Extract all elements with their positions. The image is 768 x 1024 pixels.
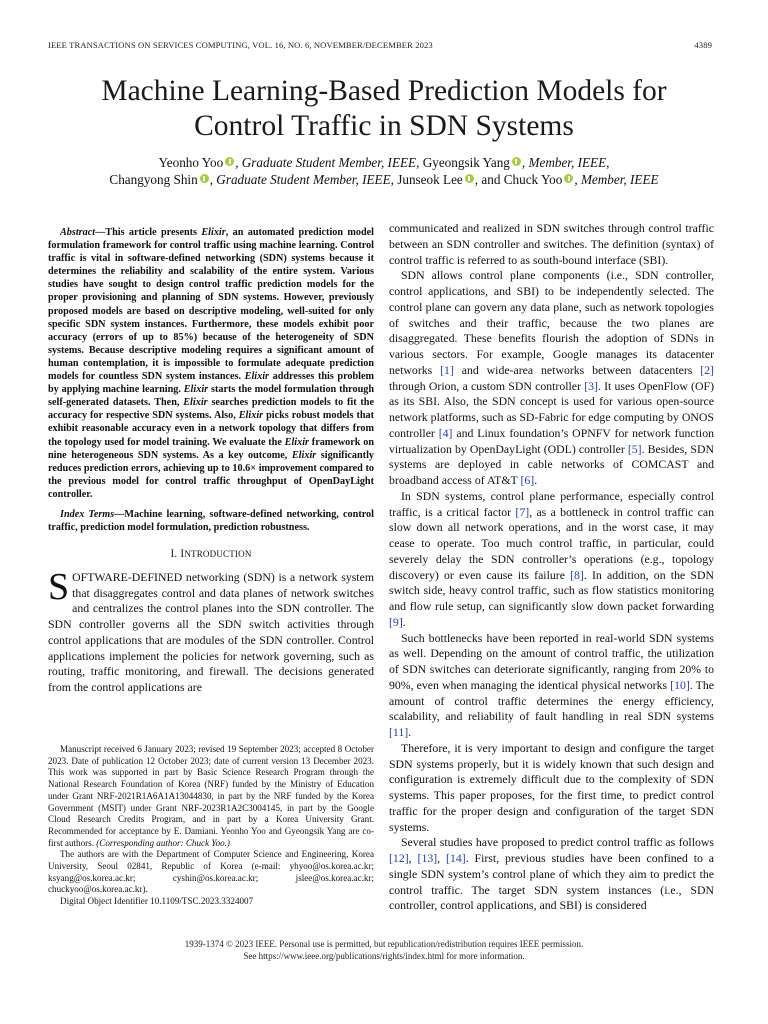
orcid-icon[interactable] <box>225 157 234 166</box>
orcid-icon[interactable] <box>512 157 521 166</box>
body-paragraph: In SDN systems, control plane performance, especially control traffic, is a critical factor [7], as a bottleneck in control traffic can slow down all network operations, and in the worst case, it may cease to operate. Too much control traffic, in particular, could severely delay the SDN controller’s operations (e.g., topology discovery) or even cause its failure [8]. In addition, on the SDN switch side, heavy control traffic, such as flow statistics monitoring and flow rule setup, can significantly slow down packet forwarding [9]. <box>389 488 715 629</box>
section-heading-introduction: I. INTRODUCTION <box>170 548 252 561</box>
orcid-icon[interactable] <box>465 174 474 183</box>
author-name: , and Chuck Yoo <box>474 172 563 187</box>
drop-cap: S <box>48 565 70 608</box>
right-column <box>389 221 714 914</box>
citation-link[interactable]: [6] <box>520 473 535 487</box>
citation-link[interactable]: [13] <box>417 851 438 865</box>
elixir-name: Elixir <box>291 449 317 461</box>
citation-link[interactable]: [4] <box>438 425 453 440</box>
author-affiliation: , Member, IEEE <box>574 172 659 187</box>
intro-paragraph: SOFTWARE-DEFINED networking (SDN) is a network system that disaggregates control and data planes of network switches and centralizes the control planes into the SDN controller. The SDN controller governs all the SDN switch activities through control applications that are modules of the SDN controller. Control applications implement the policies for network governing, such as routing, traffic monitoring, and firewall. The decisions generated from the control applications are <box>48 565 374 695</box>
citation-link[interactable]: [14] <box>446 851 466 865</box>
author-name: Changyong Shin <box>109 172 198 187</box>
body-paragraph: Several studies have proposed to predict control traffic as follows [12], [13], [14]. First, previous studies have been confined to a single SDN system’s control plane of which they aim to predict the control traffic. The target SDN system instances (i.e., SDN controller, control applications, and SBI) is considered <box>389 835 715 913</box>
body-paragraph: Such bottlenecks have been reported in real-world SDN systems as well. Depending on the amount of control traffic, the utilization of SDN switches can deteriorate significantly, ranging from 20% to 90%, even when managing the identical physical networks [10]. The amount of control traffic determines the energy efficiency, scalability, and reliability of fault handling in real SDN systems [11]. <box>389 630 714 739</box>
citation-link[interactable]: [11] <box>389 725 409 739</box>
page-number: 4389 <box>694 40 712 50</box>
author-name: , Junseok Lee <box>390 172 463 187</box>
author-name: Yeonho Yoo <box>158 155 224 170</box>
author-name: , Gyeongsik Yang <box>416 155 510 170</box>
citation-link[interactable]: [12] <box>389 851 409 865</box>
index-terms-label: Index Terms <box>60 508 115 520</box>
title-line-1: Machine Learning-Based Prediction Models for <box>101 75 667 107</box>
author-affiliation: , Member, IEEE <box>521 155 607 170</box>
author-line-2 <box>40 171 728 188</box>
citation-link[interactable]: [9] <box>389 614 403 629</box>
elixir-name: Elixir <box>238 410 264 422</box>
author-affiliation: , Graduate Student Member, IEEE <box>235 155 417 170</box>
body-paragraph: communicated and realized in SDN switches through control traffic between an SDN controller and switches. The definition (syntax) of control traffic is referred to as south-bound interface (SBI). <box>389 221 714 267</box>
rights-url-line[interactable]: See https://www.ieee.org/publications/rights/index.html for more information. <box>243 951 525 961</box>
copyright-footer <box>48 938 720 962</box>
doi-note: Digital Object Identifier 10.1109/TSC.2023.3324007 <box>60 896 254 907</box>
paper-title <box>40 74 728 144</box>
citation-link[interactable]: [8] <box>570 567 584 582</box>
orcid-icon[interactable] <box>200 174 209 183</box>
elixir-name: Elixir <box>244 371 270 383</box>
citation-link[interactable]: [10] <box>670 677 690 692</box>
elixir-name: Elixir <box>201 227 226 238</box>
index-terms: Index Terms—Machine learning, software-defined networking, control traffic, prediction model formulation, prediction robustness. <box>48 508 374 534</box>
abstract: Abstract—This article presents Elixir, an automated prediction model formulation framework for control traffic using machine learning. Control traffic is vital in software-defined networking (SDN) systems because it determines the reliability and scalability of the entire system. Various studies have sought to design control traffic prediction models for the proper provisioning and planning of SDN systems. However, previously proposed models are based on descriptive modeling, well-suited for only specific SDN system instances. Furthermore, these models exhibit poor accuracy (errors of up to 85%) because of the heterogeneity of SDN systems. Because descriptive modeling requires a significant amount of human contemplation, it is impossible to formulate adequate prediction models for countless SDN system instances. Elixir addresses this problem by applying machine learning. Elixir starts the model formulation through self-generated datasets. Then, Elixir searches prediction models to fit the accuracy for respective SDN systems. Also, Elixir picks robust models that exhibit reasonable accuracy even in a network topology that differs from the topology used for model training. We evaluate the Elixir framework on nine heterogeneous SDN systems. As a key outcome, Elixir significantly reduces prediction errors, achieving up to 10.6× improvement compared to the previous model for control traffic throughput of OpenDayLight controller. <box>48 227 375 500</box>
title-line-2: Control Traffic in SDN Systems <box>194 110 574 142</box>
citation-link[interactable]: [1] <box>440 362 454 377</box>
abstract-label: Abstract <box>60 227 96 238</box>
elixir-name: Elixir <box>284 436 310 448</box>
citation-link[interactable]: [3] <box>584 378 598 393</box>
elixir-name: Elixir <box>183 384 209 396</box>
funding-note: Manuscript received 6 January 2023; revised 19 September 2023; accepted 8 October 2023. Date of publication 12 October 2023; date of current version 13 December 2023. This work was supported in part by Basic Science Research Program through the National Research Foundation of Korea (NRF) funded by the Ministry of Education under Grant NRF-2021R1A6A1A13044830, in part by the NRF funded by the Korea Government (MSIT) under Grant NRF-2023R1A2C3004145, in part by the Google Cloud Research Credits Program, and in part by a Korea University Grant. Recommended for acceptance by E. Damiani. Yeonho Yoo and Gyeongsik Yang are co-first authors. (Corresponding author: Chuck Yoo.) <box>48 744 374 848</box>
citation-link[interactable]: [2] <box>700 362 714 377</box>
elixir-name: Elixir <box>183 397 208 409</box>
affiliation-note: The authors are with the Department of Computer Science and Engineering, Korea University, Seoul 02841, Republic of Korea (e-mail: yhyoo@os.korea.ac.kr; ksyang@os.korea.ac.kr; cyshin@os.korea.ac.kr; jslee@os.korea.ac.kr; chuckyoo@os.korea.ac.kr). <box>48 849 374 895</box>
running-header <box>48 40 712 54</box>
footnote-block <box>48 744 374 908</box>
citation-link[interactable]: [7] <box>515 504 530 519</box>
body-paragraph: Therefore, it is very important to design and configure the target SDN systems properly, but it is widely known that such design and configuration is extremely difficult due to the complexity of SDN systems. This paper proposes, for the first time, to predict control traffic for the proper design and configuration of the target SDN systems. <box>389 740 714 834</box>
author-affiliation: , Graduate Student Member, IEEE <box>209 172 391 187</box>
orcid-icon[interactable] <box>564 174 573 183</box>
author-line-1: Yeonho Yoo , Graduate Student Member, IEEE, Gyeongsik Yang , Member, IEEE, <box>158 155 610 170</box>
body-paragraph: SDN allows control plane components (i.e., SDN controller, control applications, and SBI) to be independently selected. The control plane can govern any data plane, such as network topologies of switches and their traffic, because the two planes are disaggregated. These benefits flourish the adoption of SDNs in various sectors. For example, Google manages its datacenter networks [1] and wide-area networks between datacenters [2] through Orion, a custom SDN controller [3]. It uses OpenFlow (OF) as its SBI. Also, the SDN concept is used for various open-source network platforms, such as SD-Fabric for edge computing by ONOS controller [4] and Linux foundation’s OPNFV for network function virtualization by OpenDayLight (ODL) controller [5]. Besides, SDN systems are deployed in cable networks of COMCAST and broadband access of AT&T [6]. <box>389 268 714 487</box>
copyright-line: 1939-1374 © 2023 IEEE. Personal use is permitted, but republication/redistribution requires IEEE permission. <box>184 939 584 949</box>
journal-name: IEEE TRANSACTIONS ON SERVICES COMPUTING, VOL. 16, NO. 6, NOVEMBER/DECEMBER 2023 <box>48 40 433 50</box>
author-list <box>40 154 728 188</box>
left-column <box>48 226 374 696</box>
citation-link[interactable]: [5] <box>627 441 642 456</box>
